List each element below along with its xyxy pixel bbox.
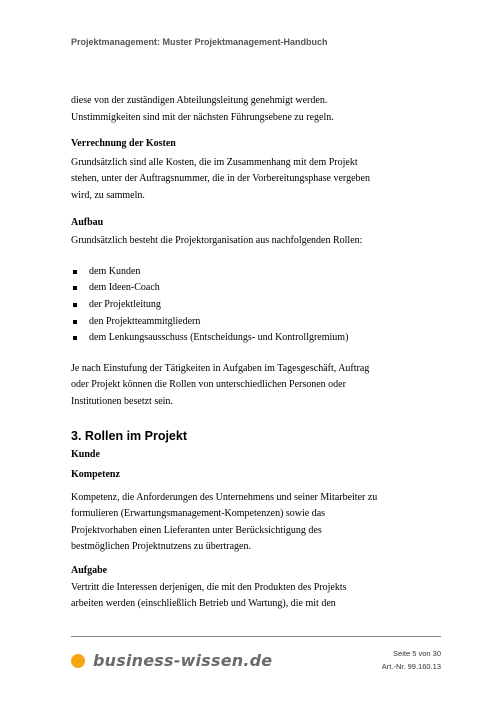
- page-content: [71, 93, 378, 613]
- structure-intro: Grundsätzlich besteht die Projektorganisation aus nachfolgenden Rollen:: [71, 235, 363, 247]
- article-number: Art.-Nr. 99.160.13: [381, 662, 441, 671]
- bullet-icon: [73, 270, 77, 274]
- page-number: Seite 5 von 30: [393, 649, 441, 658]
- competence-paragraph: [71, 490, 378, 556]
- text-line: Kompetenz, die Anforderungen des Unternehmens und seiner Mitarbeiter zu: [71, 491, 378, 503]
- roles-outro-paragraph: [71, 361, 371, 411]
- costs-heading: Verrechnung der Kosten: [71, 138, 176, 150]
- list-item: dem Kunden: [71, 264, 371, 281]
- structure-heading: Aufbau: [71, 216, 104, 228]
- task-paragraph: [71, 580, 371, 613]
- bullet-icon: [73, 286, 77, 290]
- text-line: Je nach Einstufung der Tätigkeiten in Aufgaben im Tagesgeschäft, Auftrag: [71, 362, 370, 374]
- text-line: bestmöglichen Projektnutzens zu übertragen.: [71, 541, 251, 553]
- text-line: arbeiten werden (einschließlich Betrieb und Wartung), die mit den: [71, 598, 336, 610]
- text-line: Unstimmigkeiten sind mit der nächsten Führungsebene zu regeln.: [71, 111, 334, 123]
- bullet-icon: [73, 320, 77, 324]
- text-line: oder Projekt können die Rollen von unterschiedlichen Personen oder: [71, 379, 346, 391]
- roles-list: [71, 264, 371, 347]
- running-header: Projektmanagement: Muster Projektmanagement-Handbuch: [71, 37, 328, 47]
- customer-heading: Kunde: [71, 448, 100, 460]
- text-line: formulieren (Erwartungsmanagement-Kompetenzen) sowie das: [71, 508, 326, 520]
- logo-dot-icon: [71, 654, 85, 668]
- text-line: diese von der zuständigen Abteilungsleitung genehmigt werden.: [71, 95, 328, 106]
- competence-heading: Kompetenz: [71, 469, 120, 481]
- task-heading: Aufgabe: [71, 565, 108, 577]
- text-line: Vertritt die Interessen derjenigen, die mit den Produkten des Projekts: [71, 581, 347, 593]
- list-item: der Projektleitung: [71, 297, 371, 314]
- logo-text: business-wissen.de: [93, 651, 273, 670]
- bullet-icon: [73, 303, 77, 307]
- list-item: dem Ideen-Coach: [71, 280, 371, 297]
- list-item: den Projektteammitgliedern: [71, 314, 371, 331]
- intro-paragraph: [71, 93, 371, 126]
- list-item: dem Lenkungsausschuss (Entscheidungs- und Kontrollgremium): [71, 330, 371, 347]
- text-line: Grundsätzlich sind alle Kosten, die im Zusammenhang mit dem Projekt: [71, 156, 358, 168]
- business-wissen-logo: [71, 651, 272, 670]
- section-heading: 3. Rollen im Projekt: [71, 428, 188, 443]
- page-info: [382, 647, 441, 673]
- costs-paragraph: [71, 155, 371, 205]
- text-line: wird, zu sammeln.: [71, 189, 145, 201]
- bullet-icon: [73, 336, 77, 340]
- text-line: Institutionen besetzt sein.: [71, 395, 173, 407]
- footer-divider: [71, 636, 441, 637]
- text-line: Projektvorhaben einen Lieferanten unter Berücksichtigung des: [71, 524, 322, 536]
- text-line: stehen, unter der Auftragsnummer, die in der Vorbereitungsphase vergeben: [71, 173, 370, 185]
